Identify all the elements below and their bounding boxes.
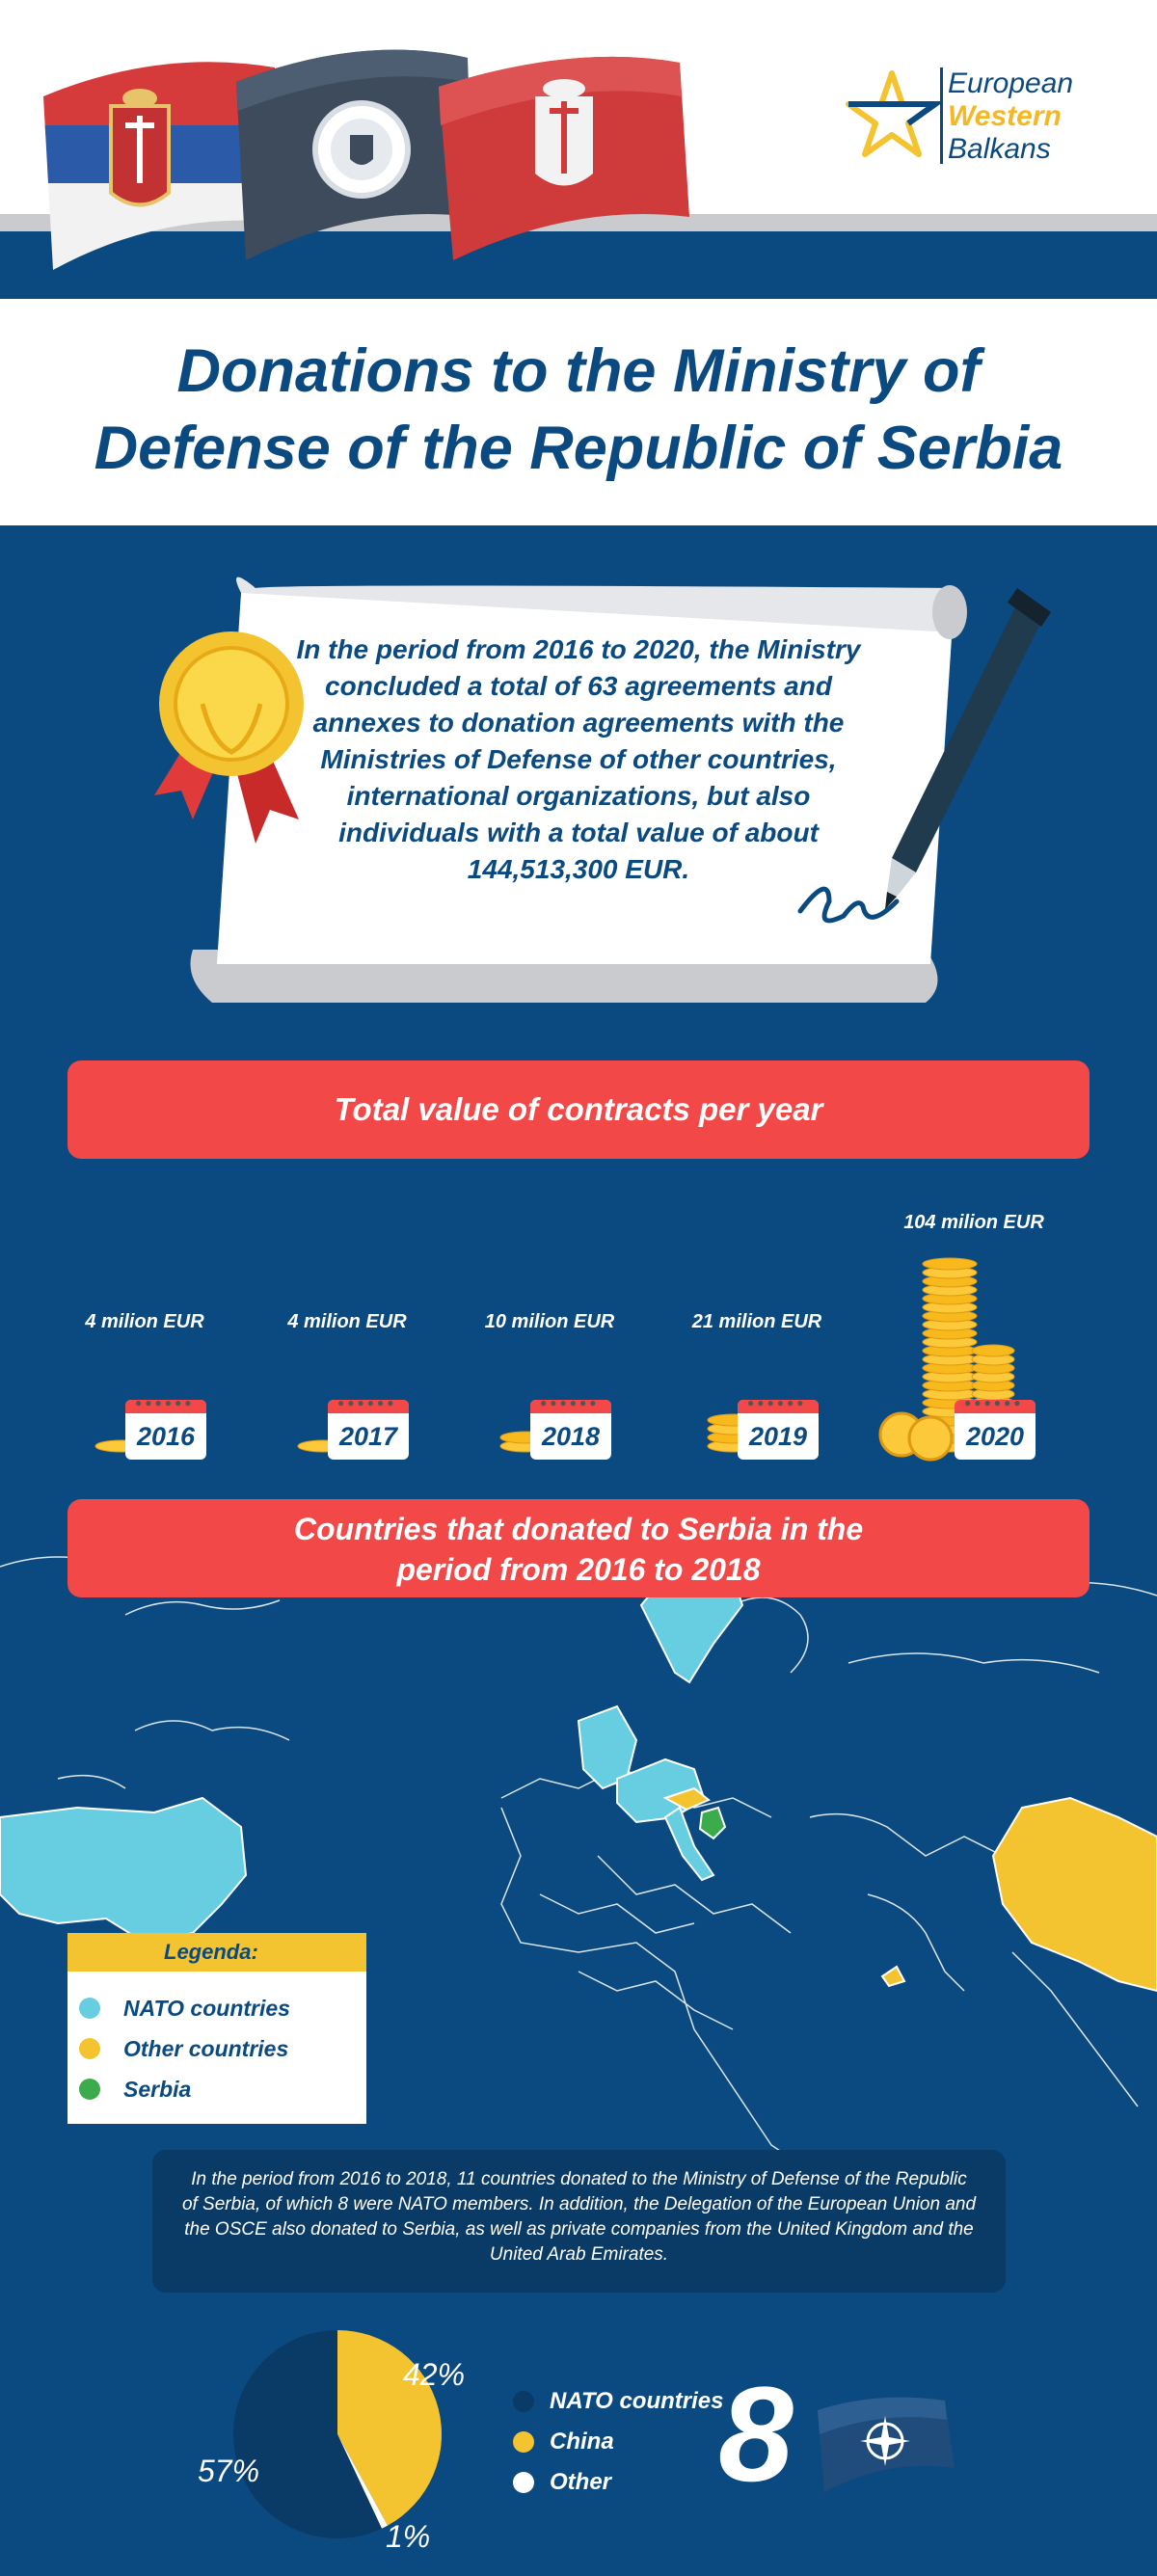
- brand-name: [948, 67, 1073, 166]
- brand-line3: Balkans: [948, 133, 1051, 165]
- legend-dot-icon: [79, 2079, 100, 2100]
- value-label-2018: 10 milion EUR: [484, 1311, 615, 1332]
- medal-icon: [154, 627, 309, 848]
- pie-legend-label: NATO countries: [550, 2388, 724, 2414]
- calendar-2017: [328, 1400, 409, 1460]
- header: [0, 0, 1157, 304]
- countries-heading-line1: Countries that donated to Serbia in the: [293, 1512, 864, 1546]
- calendar-rings-icon: ●●●●●●: [337, 1400, 397, 1409]
- page-title-line1: Donations to the Ministry of: [176, 337, 981, 405]
- legend-label: NATO countries: [123, 1996, 290, 2021]
- legend-item-nato: [123, 1996, 290, 2022]
- nato-count: 8: [718, 2358, 794, 2509]
- donors-note: In the period from 2016 to 2018, 11 countries donated to the Ministry of Defense of the Republic of Serbia, of which 8 were NATO members. In addition, the Delegation of the European Union and the OSCE also donated to Serbia, as well as private companies from the United Kingdom and the United Arab Emirates.: [152, 2150, 1006, 2293]
- year-label: 2019: [748, 1422, 808, 1451]
- legend-title: Legenda:: [67, 1933, 366, 1972]
- value-label-2019: 21 milion EUR: [691, 1311, 822, 1332]
- pie-label-china: 42%: [403, 2357, 466, 2392]
- countries-heading: [67, 1499, 1090, 1597]
- calendar-2018: [530, 1400, 611, 1460]
- legend-dot-icon: [79, 1998, 100, 2019]
- legend-item-serbia: [123, 2077, 191, 2103]
- star-logo-icon: [844, 66, 940, 162]
- value-label-2016: 4 milion EUR: [85, 1311, 204, 1332]
- map-legend: [67, 1933, 366, 2124]
- pie-legend-dot-icon: [513, 2472, 534, 2493]
- pie-legend-label: Other: [550, 2469, 612, 2495]
- serbia-state-flag-icon: [429, 29, 709, 270]
- pie-label-other: 1%: [386, 2519, 431, 2554]
- calendar-2020: [955, 1400, 1036, 1460]
- brand-line1: European: [948, 67, 1074, 99]
- uae-region: [882, 1967, 904, 1986]
- pie-legend-other: [550, 2469, 611, 2496]
- china-region: [993, 1798, 1157, 1991]
- nato-flag-icon: [810, 2381, 964, 2497]
- calendar-rings-icon: ●●●●●●: [747, 1400, 807, 1409]
- brand-line2: Western: [948, 100, 1062, 132]
- pie-legend-china: [550, 2428, 614, 2455]
- intro-scroll: [0, 525, 1157, 1027]
- year-label: 2016: [136, 1422, 196, 1451]
- pen-icon: [858, 583, 1051, 911]
- pie-legend-label: China: [550, 2428, 614, 2455]
- year-label: 2018: [541, 1422, 601, 1451]
- value-label-2017: 4 milion EUR: [287, 1311, 407, 1332]
- logo-divider: [940, 67, 943, 164]
- calendar-2019: [738, 1400, 819, 1460]
- page-title-line2: Defense of the Republic of Serbia: [94, 415, 1063, 482]
- intro-text: In the period from 2016 to 2020, the Ministry concluded a total of 63 agreements and annexes to donation agreements with the Ministries of Defense of other countries, international organizations, but also individuals with a total value of about 144,513,300 EUR.: [296, 634, 861, 884]
- legend-item-other: [123, 2036, 288, 2062]
- legend-label: Other countries: [123, 2036, 289, 2061]
- serbia-region: [700, 1808, 725, 1838]
- contracts-chart: [0, 1162, 1157, 1489]
- pie-legend-dot-icon: [513, 2431, 534, 2453]
- countries-heading-line2: period from 2016 to 2018: [396, 1552, 761, 1587]
- calendar-rings-icon: ●●●●●●: [964, 1400, 1024, 1409]
- calendar-rings-icon: ●●●●●●: [135, 1400, 195, 1409]
- main-section: [0, 525, 1157, 2576]
- value-label-2020: 104 milion EUR: [903, 1212, 1044, 1233]
- legend-label: Serbia: [123, 2077, 192, 2102]
- year-label: 2020: [965, 1422, 1025, 1451]
- brand-logo: [844, 60, 1094, 175]
- usa-region: [0, 1798, 246, 1943]
- pie-legend-dot-icon: [513, 2391, 534, 2412]
- year-label: 2017: [338, 1422, 398, 1451]
- legend-dot-icon: [79, 2038, 100, 2059]
- pie-legend-nato: [550, 2388, 723, 2415]
- pie-label-nato: 57%: [198, 2454, 260, 2488]
- contracts-heading: Total value of contracts per year: [67, 1060, 1090, 1159]
- calendar-rings-icon: ●●●●●●: [540, 1400, 600, 1409]
- page-title: [0, 333, 1157, 487]
- calendar-2016: [125, 1400, 206, 1460]
